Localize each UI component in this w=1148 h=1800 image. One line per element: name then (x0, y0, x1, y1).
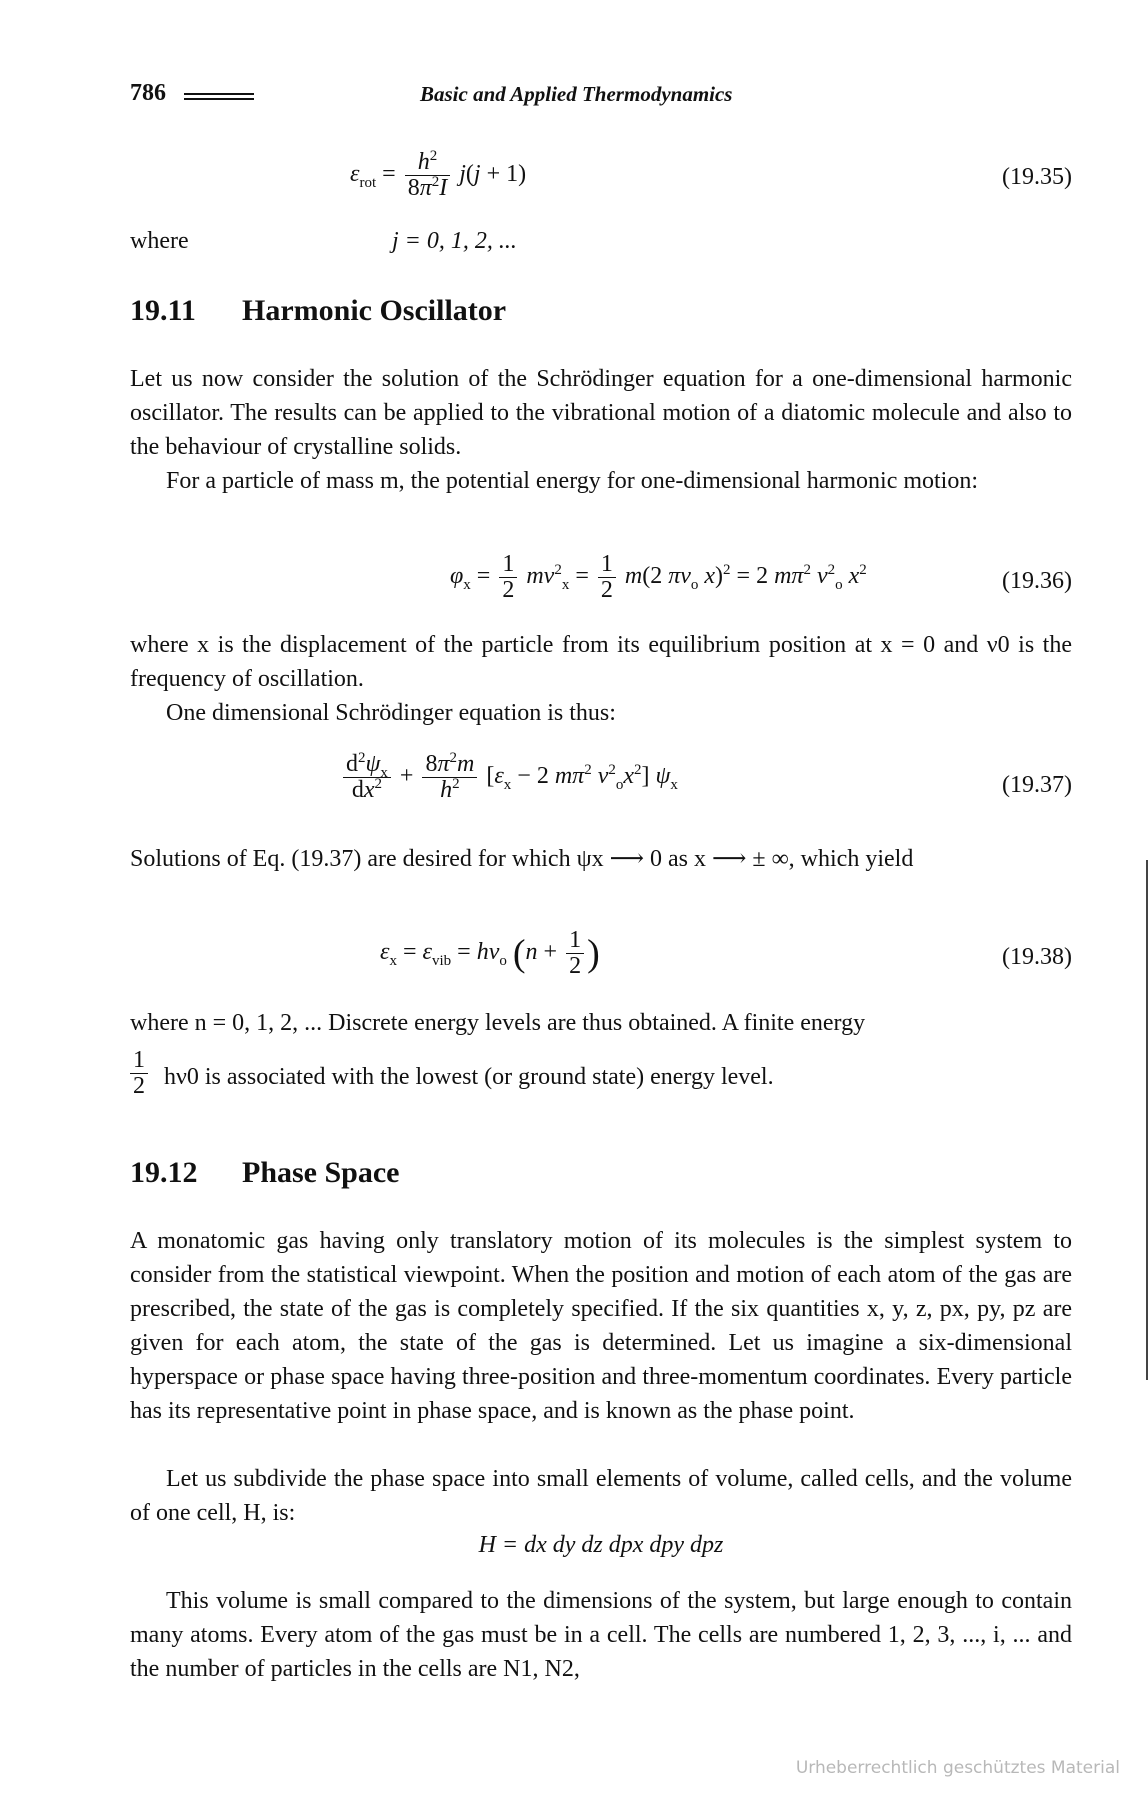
paragraph: Let us now consider the solution of the Schrödinger equation for a one-dimensional harmonic oscillator. The results can be applied to the vibrational motion of a diatomic molecule and also to the behaviour of crystalline solids. (130, 366, 1072, 460)
equation-number: (19.37) (1002, 772, 1072, 798)
section-title: Phase Space (242, 1156, 400, 1189)
equation-19-36 (130, 552, 1072, 618)
equation-19-35 (130, 150, 1072, 212)
section-number: 19.12 (130, 1156, 198, 1189)
section-title: Harmonic Oscillator (242, 294, 507, 327)
page-header (130, 80, 1072, 114)
header-rule (184, 93, 254, 100)
paragraph: Solutions of Eq. (19.37) are desired for which ψx ⟶ 0 as x ⟶ ± ∞, which yield (130, 846, 914, 872)
section-heading-19-11 (130, 294, 506, 328)
ground-state-text: hν0 is associated with the lowest (or ground state) energy level. (164, 1064, 774, 1090)
paragraph: One dimensional Schrödinger equation is thus: (166, 700, 616, 726)
equation-number: (19.35) (1002, 164, 1072, 190)
paragraph: A monatomic gas having only translatory motion of its molecules is the simplest system to consider from the statistical viewpoint. When the position and motion of each atom of the gas are prescribed, the state of the gas is completely specified. If the six quantities x, y, z, px, py, pz are given for each atom, the state of the gas is determined. Let us imagine a six-dimensional hyperspace or phase space having three-position and three-momentum coordinates. Every particle has its representative point in phase space, and is known as the phase point. (130, 1228, 1072, 1424)
paragraph: where x is the displacement of the particle from its equilibrium position at x = 0 and ν0 is the frequency of oscillation. (130, 632, 1072, 692)
equation-number: (19.36) (1002, 568, 1072, 594)
equation-body: $\varepsilon_x = \varepsilon_{vib} = h\nu_o$ (n + $\frac{1}{2}$ ) (380, 927, 600, 980)
copyright-watermark: Urheberrechtlich geschütztes Material (795, 1758, 1120, 1778)
equation-body: $\varepsilon_{rot}$ = $\frac{h^2}{8\pi^2I}$ j(j + 1) (350, 148, 527, 202)
paragraph: Let us subdivide the phase space into small elements of volume, called cells, and the volume of one cell, H, is: (130, 1466, 1072, 1526)
running-title: Basic and Applied Thermodynamics (420, 82, 733, 106)
paragraph: where n = 0, 1, 2, ... Discrete energy levels are thus obtained. A finite energy (130, 1010, 866, 1036)
equation-19-37 (130, 752, 1072, 824)
equation-number: (19.38) (1002, 944, 1072, 970)
cell-volume-equation: H = dx dy dz dpx dpy dpz (478, 1532, 724, 1558)
ground-state-line (130, 1048, 1072, 1108)
equation-19-38 (130, 928, 1072, 994)
paragraph: For a particle of mass m, the potential energy for one-dimensional harmonic motion: (166, 468, 979, 494)
condition-text: j = 0, 1, 2, ... (392, 228, 517, 254)
equation-19-35-condition (130, 228, 1072, 260)
paragraph: This volume is small compared to the dimensions of the system, but large enough to contain many atoms. Every atom of the gas must be in a cell. The cells are numbered 1, 2, 3, ..., i, ... and the number of particles in the cells are N1, N2, (130, 1588, 1072, 1682)
equation-body: $\varphi_x$ = $\frac{1}{2}$ $mv^2_x$ = $\frac{1}{2}$ m(2 $\pi\nu_o$ x)$^2$ = 2 $m\pi^2$ $\nu^2_o$ $x^2$ (450, 551, 867, 604)
where-label: where (130, 228, 189, 254)
equation-body: $\frac{d^2\psi_x}{dx^2}$ + $\frac{8\pi^2m}{h^2}$ [$\varepsilon_x - 2$ $m\pi^2$ $\nu^2_ox^2$] $\psi_x$ (340, 752, 678, 803)
half-fraction: $\frac{1}{2}$ (130, 1048, 151, 1099)
page-number: 786 (130, 80, 166, 106)
section-heading-19-12 (130, 1156, 400, 1190)
section-number: 19.11 (130, 294, 196, 327)
